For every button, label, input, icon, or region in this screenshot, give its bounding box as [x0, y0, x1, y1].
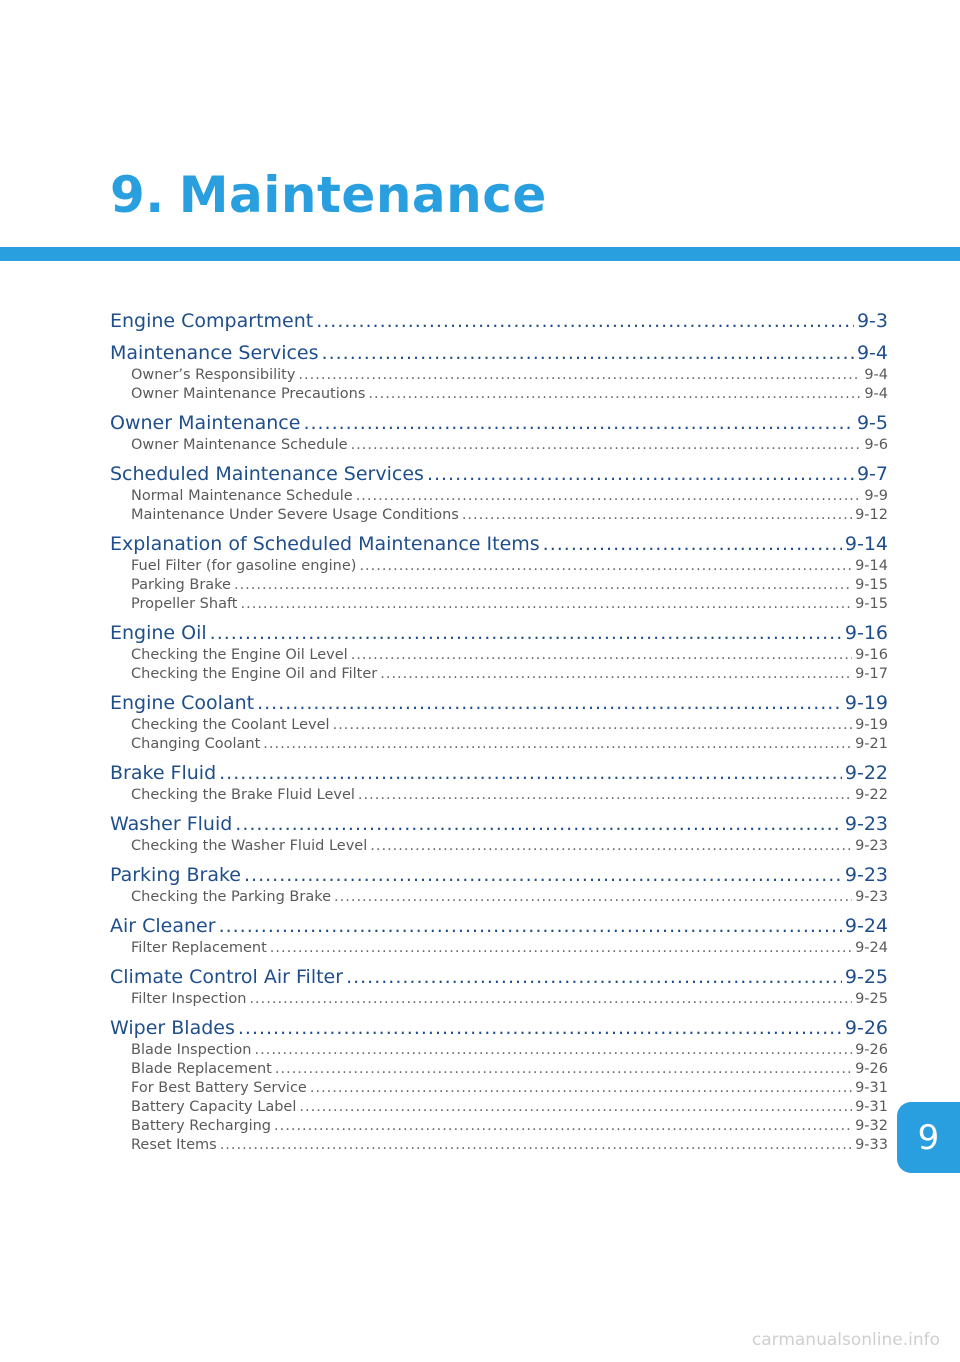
toc-subsection-entry[interactable] — [110, 366, 888, 385]
toc-subsection-label: Checking the Engine Oil Level — [131, 647, 348, 663]
dot-leader — [244, 863, 842, 888]
page-number: 9-23 — [844, 864, 888, 886]
toc-subsection-label: Maintenance Under Severe Usage Conditions — [131, 507, 459, 523]
toc-subsection-entry[interactable] — [110, 716, 888, 735]
toc-section-entry[interactable] — [110, 532, 888, 557]
dot-leader — [220, 1136, 852, 1155]
toc-section-entry[interactable] — [110, 341, 888, 366]
page-number: 9-22 — [844, 762, 888, 784]
toc-subsection-label: Checking the Brake Fluid Level — [131, 787, 355, 803]
toc-subsection-entry[interactable] — [110, 786, 888, 805]
toc-section-label: Explanation of Scheduled Maintenance Items — [110, 533, 540, 555]
toc-subsection-label: Owner Maintenance Schedule — [131, 437, 348, 453]
watermark: carmanualsonline.info — [751, 1330, 940, 1350]
toc-section-label: Scheduled Maintenance Services — [110, 463, 424, 485]
toc-subsection-entry[interactable] — [110, 1060, 888, 1079]
page-number: 9-26 — [844, 1017, 888, 1039]
toc-subsection-label: Parking Brake — [131, 577, 231, 593]
page-number: 9-22 — [855, 787, 888, 803]
dot-leader — [241, 595, 853, 614]
toc-subsection-label: Blade Inspection — [131, 1042, 252, 1058]
page-number: 9-4 — [864, 386, 888, 402]
toc-section-entry[interactable] — [110, 462, 888, 487]
page-number: 9-4 — [864, 367, 888, 383]
toc-subsection-label: Normal Maintenance Schedule — [131, 488, 353, 504]
page-number: 9-14 — [855, 558, 888, 574]
title-rule — [0, 247, 960, 261]
toc-section-label: Owner Maintenance — [110, 412, 301, 434]
dot-leader — [356, 487, 862, 506]
chapter-name: Maintenance — [178, 166, 547, 224]
dot-leader — [543, 532, 842, 557]
dot-leader — [263, 735, 852, 754]
toc-section-entry[interactable] — [110, 914, 888, 939]
toc-section-entry[interactable] — [110, 863, 888, 888]
page-number: 9-14 — [844, 533, 888, 555]
page-number: 9-5 — [856, 412, 888, 434]
dot-leader — [299, 1098, 852, 1117]
toc-subsection-label: Battery Recharging — [131, 1118, 272, 1134]
toc-subsection-label: Changing Coolant — [131, 736, 261, 752]
page-number: 9-26 — [855, 1061, 888, 1077]
dot-leader — [255, 1041, 853, 1060]
toc-subsection-label: Fuel Filter (for gasoline engine) — [131, 558, 357, 574]
page-number: 9-7 — [856, 463, 888, 485]
toc-subsection-entry[interactable] — [110, 646, 888, 665]
dot-leader — [235, 812, 842, 837]
toc-subsection-label: Filter Inspection — [131, 991, 247, 1007]
toc-section-entry[interactable] — [110, 309, 888, 334]
toc-section-label: Parking Brake — [110, 864, 241, 886]
toc-subsection-entry[interactable] — [110, 1079, 888, 1098]
dot-leader — [310, 1079, 852, 1098]
toc-subsection-entry[interactable] — [110, 576, 888, 595]
toc-subsection-entry[interactable] — [110, 888, 888, 907]
toc-subsection-entry[interactable] — [110, 1136, 888, 1155]
page-number: 9-15 — [855, 596, 888, 612]
page-number: 9-24 — [844, 915, 888, 937]
toc-subsection-entry[interactable] — [110, 665, 888, 684]
dot-leader — [380, 665, 852, 684]
page-number: 9-32 — [855, 1118, 888, 1134]
page-number: 9-3 — [856, 310, 888, 332]
page-number: 9-33 — [855, 1137, 888, 1153]
toc-subsection-label: Propeller Shaft — [131, 596, 238, 612]
dot-leader — [238, 1016, 842, 1041]
toc-section-label: Brake Fluid — [110, 762, 217, 784]
dot-leader — [316, 309, 854, 334]
dot-leader — [210, 621, 842, 646]
page-number: 9-26 — [855, 1042, 888, 1058]
toc-subsection-label: Reset Items — [131, 1137, 217, 1153]
page-number: 9-19 — [855, 717, 888, 733]
page-number: 9-12 — [855, 507, 888, 523]
dot-leader — [234, 576, 852, 595]
page-number: 9-31 — [855, 1099, 888, 1115]
toc-subsection-entry[interactable] — [110, 939, 888, 958]
toc-subsection-label: Owner Maintenance Precautions — [131, 386, 366, 402]
page-number: 9-24 — [855, 940, 888, 956]
toc-subsection-label: Blade Replacement — [131, 1061, 272, 1077]
chapter-title — [110, 166, 547, 224]
page-number: 9-9 — [864, 488, 888, 504]
page-number: 9-15 — [855, 577, 888, 593]
page-number: 9-31 — [855, 1080, 888, 1096]
page-number: 9-16 — [844, 622, 888, 644]
toc-subsection-entry[interactable] — [110, 385, 888, 404]
dot-leader — [427, 462, 854, 487]
page-number: 9-23 — [855, 838, 888, 854]
toc-section-entry[interactable] — [110, 965, 888, 990]
dot-leader — [274, 1117, 852, 1136]
toc-subsection-entry[interactable] — [110, 595, 888, 614]
dot-leader — [322, 341, 854, 366]
toc-section-entry[interactable] — [110, 812, 888, 837]
page-number: 9-23 — [844, 813, 888, 835]
dot-leader — [275, 1060, 852, 1079]
toc-subsection-label: Checking the Parking Brake — [131, 889, 332, 905]
table-of-contents — [110, 309, 888, 1155]
toc-section-label: Climate Control Air Filter — [110, 966, 344, 988]
toc-subsection-entry[interactable] — [110, 436, 888, 455]
dot-leader — [257, 691, 842, 716]
page-number: 9-25 — [855, 991, 888, 1007]
page-number: 9-6 — [864, 437, 888, 453]
toc-section-label: Air Cleaner — [110, 915, 216, 937]
toc-subsection-label: Checking the Coolant Level — [131, 717, 330, 733]
toc-section-entry[interactable] — [110, 621, 888, 646]
toc-subsection-label: Owner’s Responsibility — [131, 367, 296, 383]
page-number: 9-19 — [844, 692, 888, 714]
toc-subsection-entry[interactable] — [110, 837, 888, 856]
dot-leader — [219, 914, 842, 939]
dot-leader — [298, 366, 861, 385]
dot-leader — [358, 786, 852, 805]
dot-leader — [333, 716, 852, 735]
toc-subsection-label: Checking the Engine Oil and Filter — [131, 666, 378, 682]
toc-subsection-label: Battery Capacity Label — [131, 1099, 297, 1115]
toc-section-entry[interactable] — [110, 1016, 888, 1041]
toc-section-label: Engine Coolant — [110, 692, 255, 714]
dot-leader — [346, 965, 842, 990]
toc-subsection-entry[interactable] — [110, 1041, 888, 1060]
chapter-number: 9. — [110, 166, 165, 224]
toc-section-label: Wiper Blades — [110, 1017, 235, 1039]
toc-subsection-entry[interactable] — [110, 1098, 888, 1117]
toc-section-label: Washer Fluid — [110, 813, 233, 835]
toc-subsection-entry[interactable] — [110, 990, 888, 1009]
page-number: 9-16 — [855, 647, 888, 663]
dot-leader — [351, 436, 862, 455]
toc-subsection-entry[interactable] — [110, 487, 888, 506]
dot-leader — [368, 385, 861, 404]
dot-leader — [370, 837, 852, 856]
toc-subsection-label: For Best Battery Service — [131, 1080, 307, 1096]
dot-leader — [462, 506, 852, 525]
dot-leader — [303, 411, 854, 436]
toc-subsection-entry[interactable] — [110, 557, 888, 576]
toc-section-entry[interactable] — [110, 411, 888, 436]
dot-leader — [270, 939, 852, 958]
toc-section-label: Maintenance Services — [110, 342, 319, 364]
page-number: 9-25 — [844, 966, 888, 988]
dot-leader — [219, 761, 842, 786]
page-number: 9-4 — [856, 342, 888, 364]
toc-subsection-entry[interactable] — [110, 1117, 888, 1136]
toc-section-label: Engine Compartment — [110, 310, 314, 332]
page-number: 9-17 — [855, 666, 888, 682]
dot-leader — [249, 990, 852, 1009]
toc-subsection-entry[interactable] — [110, 506, 888, 525]
page-number: 9-21 — [855, 736, 888, 752]
dot-leader — [359, 557, 852, 576]
toc-section-entry[interactable] — [110, 691, 888, 716]
toc-subsection-label: Filter Replacement — [131, 940, 267, 956]
toc-subsection-entry[interactable] — [110, 735, 888, 754]
toc-section-label: Engine Oil — [110, 622, 207, 644]
dot-leader — [334, 888, 852, 907]
dot-leader — [351, 646, 852, 665]
chapter-tab[interactable]: 9 — [897, 1102, 960, 1173]
toc-section-entry[interactable] — [110, 761, 888, 786]
page-number: 9-23 — [855, 889, 888, 905]
toc-subsection-label: Checking the Washer Fluid Level — [131, 838, 368, 854]
